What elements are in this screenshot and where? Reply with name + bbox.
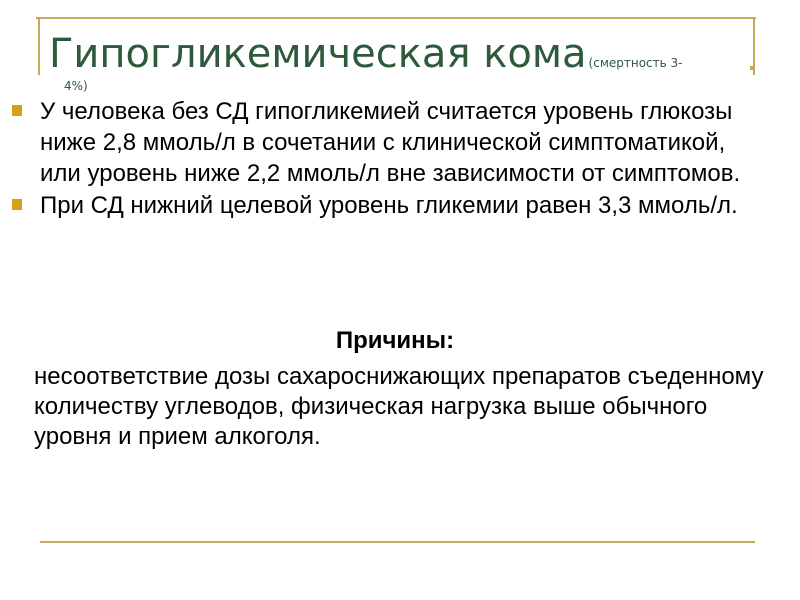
slide-title — [49, 28, 749, 89]
slide-title-text: Гипогликемическая кома — [49, 31, 587, 77]
bullet-text: При СД нижний целевой уровень гликемии равен 3,3 ммоль/л. — [40, 192, 738, 219]
causes-heading: Причины: — [335, 327, 455, 354]
bullet-square-icon — [12, 105, 22, 116]
frame-bottom-line — [40, 541, 755, 543]
frame-top-line — [36, 17, 756, 19]
frame-dot — [750, 66, 754, 70]
bullet-item — [12, 190, 772, 221]
bullet-text: У человека без СД гипогликемией считается уровень глюкозы ниже 2,8 ммоль/л в сочетании с клинической симптоматикой, или уровень ниже 2,2 ммоль/л вне зависимости от симптомов. — [40, 98, 741, 187]
slide-title-note: (смертность 3- — [588, 56, 683, 70]
causes-paragraph: несоответствие дозы сахароснижающих препаратов съеденному количеству углеводов, физическая нагрузка выше обычного уровня и прием алкоголя. — [34, 363, 764, 450]
bullet-list — [12, 96, 772, 222]
slide-title-note-continued: 4%) — [64, 79, 88, 93]
frame-left-line — [38, 17, 40, 75]
bullet-item — [12, 96, 772, 189]
bullet-square-icon — [12, 199, 22, 210]
